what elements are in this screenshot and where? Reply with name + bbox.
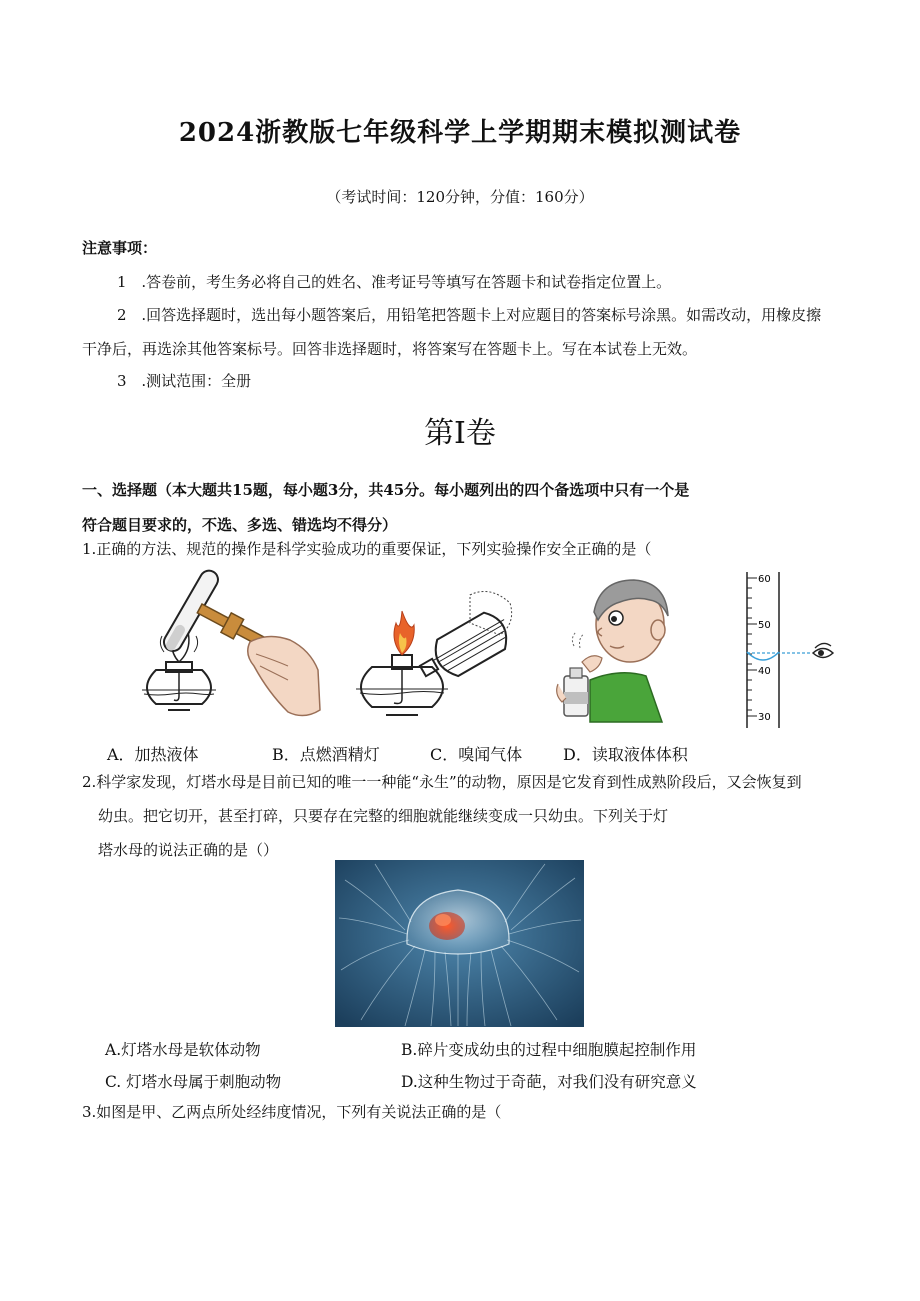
volume-title: 第I卷 [424,416,496,451]
section-heading-line2: 符合题目要求的，不选、多选、错选均不得分） [82,516,398,534]
figure-heating-liquid [128,570,328,730]
note-text: .回答选择题时，选出每小题答案后，用铅笔把答题卡上对应题目的答案标号涂黑。如需改动，用橡皮擦 [141,306,822,324]
document-title: 2024浙教版七年级科学上学期期末模拟测试卷 [178,118,742,148]
figure-lighting-lamp [350,575,520,725]
notes-heading: 注意事项： [82,239,158,257]
exam-info: （考试时间：120分钟，分值：160分） [326,188,594,206]
question-2-stem-line2: 幼虫。把它切开，甚至打碎，只要存在完整的细胞就能继续变成一只幼虫。下列关于灯 [98,807,669,825]
question-1-stem: 1.正确的方法、规范的操作是科学实验成功的重要保证，下列实验操作安全正确的是（ [82,540,652,558]
note-2-continued: 干净后，再选涂其他答案标号。回答非选择题时，将答案写在答题卡上。写在本试卷上无效。 [82,340,698,358]
tick-label-50: 50 [758,620,771,631]
q2-option-b: B.碎片变成幼虫的过程中细胞膜起控制作用 [401,1041,697,1059]
note-number: 1 [117,273,127,291]
jellyfish-photo [335,860,584,1027]
note-text: .测试范围：全册 [141,372,252,390]
note-number: 3 [117,372,127,390]
q2-option-a: A.灯塔水母是软体动物 [105,1041,261,1059]
tick-label-40: 40 [758,666,771,677]
question-3-stem: 3.如图是甲、乙两点所处经纬度情况，下列有关说法正确的是（ [82,1103,502,1121]
q1-option-b: B．点燃酒精灯 [272,745,380,764]
q2-option-d: D.这种生物过于奇葩，对我们没有研究意义 [401,1073,697,1091]
tick-label-60: 60 [758,574,771,585]
figure-smelling-gas [550,572,675,732]
q1-option-d: D．读取液体体积 [563,745,688,764]
note-1 [117,272,671,292]
note-3 [117,371,251,391]
q2-option-c: C. 灯塔水母属于刺胞动物 [105,1073,282,1091]
q1-option-a: A．加热液体 [107,745,199,764]
figure-reading-volume [735,568,845,733]
section-heading-line1: 一、选择题（本大题共15题，每小题3分，共45分。每小题列出的四个备选项中只有一个是 [82,481,690,499]
note-2 [117,305,821,325]
question-2-stem-line1: 2.科学家发现，灯塔水母是目前已知的唯一一种能“永生”的动物，原因是它发育到性成熟阶段后，又会恢复到 [82,773,802,791]
note-number: 2 [117,306,127,324]
note-text: .答卷前，考生务必将自己的姓名、准考证号等填写在答题卡和试卷指定位置上。 [141,273,672,291]
question-2-stem-line3: 塔水母的说法正确的是（） [98,841,279,859]
tick-label-30: 30 [758,712,771,723]
q1-option-c: C．嗅闻气体 [430,745,523,764]
